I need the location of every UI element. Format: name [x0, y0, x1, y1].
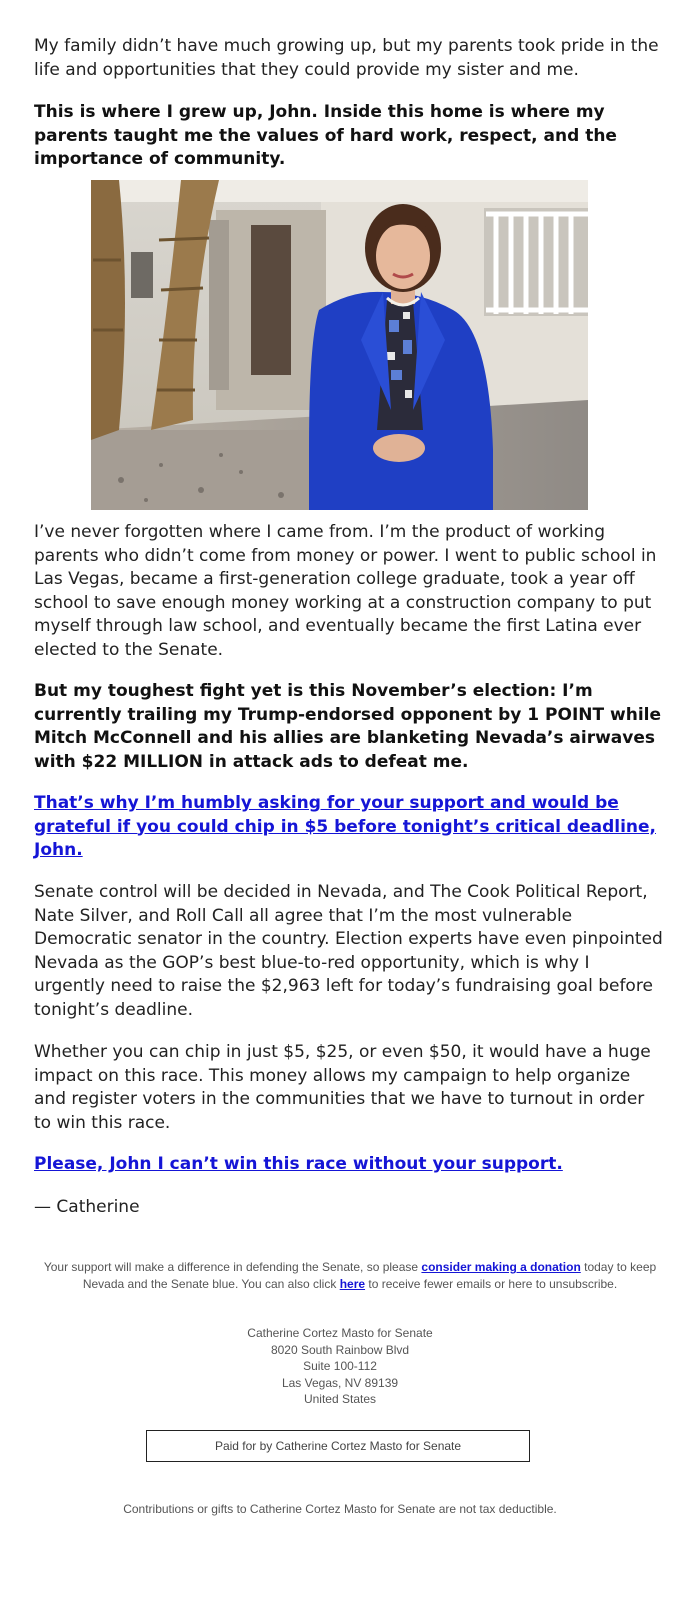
candidate-photo [91, 180, 588, 510]
tax-disclaimer: Contributions or gifts to Catherine Cortez Masto for Senate are not tax deductible. [123, 1502, 557, 1516]
footer-text-a: Your support will make a difference in defending the Senate, so please [43, 1260, 422, 1274]
address-line-country: United States [303, 1392, 377, 1406]
signature: — Catherine [34, 1197, 140, 1217]
address-line-street: 8020 South Rainbow Blvd [270, 1342, 410, 1357]
chip-in-link[interactable]: That’s why I’m humbly asking for your support and would be grateful if you could chip in $5 before tonight’s critical deadline, John. [34, 793, 656, 860]
donate-link[interactable]: consider making a donation [421, 1260, 581, 1274]
senate-control-paragraph: Senate control will be decided in Nevada, and The Cook Political Report, Nate Silver, and Roll Call all agree that I’m the most vulnerable Democratic senator in the country. Election experts have even pinpointed Nevada as the GOP’s best blue-to-red opportunity, which is why I urgently need to raise the $2,963 left for today’s fundraising goal before tonight’s deadline. [34, 882, 663, 1020]
footer-note [34, 1259, 666, 1293]
address-line-city: Las Vegas, NV 89139 [281, 1375, 399, 1390]
intro-paragraph: My family didn’t have much growing up, but my parents took pride in the life and opportunities that they could provide my sister and me. [34, 36, 659, 80]
support-link[interactable]: Please, John I can’t win this race without your support. [34, 1154, 563, 1174]
home-paragraph: This is where I grew up, John. Inside this home is where my parents taught me the values of hard work, respect, and the importance of community. [34, 102, 617, 169]
footer-text-c: to receive fewer emails or here to unsubscribe. [365, 1277, 618, 1291]
fewer-emails-link[interactable]: here [339, 1277, 366, 1291]
background-paragraph: I’ve never forgotten where I came from. I’m the product of working parents who didn’t come from money or power. I went to public school in Las Vegas, became a first-generation college graduate, took a year off school to save enough money working at a construction company to put myself through law school, and eventually became the first Latina ever elected to the Senate. [34, 522, 657, 660]
chip-in-amounts-paragraph: Whether you can chip in just $5, $25, or even $50, it would have a huge impact on this race. This money allows my campaign to help organize and register voters in the communities that we have to turnout in order to win this race. [34, 1042, 651, 1133]
candidate-photo-illustration [91, 180, 588, 510]
address-line-suite: Suite 100-112 [303, 1359, 377, 1373]
support-link-paragraph [34, 792, 664, 863]
final-link-paragraph [34, 1153, 664, 1177]
footer-text-b: today to keep Nevada and the Senate blue. You can also click [82, 1260, 657, 1291]
paid-for-text: Paid for by Catherine Cortez Masto for Senate [214, 1439, 462, 1453]
address-line-org: Catherine Cortez Masto for Senate [247, 1326, 433, 1340]
toughest-fight-paragraph: But my toughest fight yet is this November’s election: I’m currently trailing my Trump-endorsed opponent by 1 POINT while Mitch McConnell and his allies are blanketing Nevada’s airwaves with $22 MILLION in attack ads to defeat me. [34, 681, 662, 772]
paid-for-box [146, 1430, 530, 1462]
mailing-address [0, 1325, 680, 1408]
